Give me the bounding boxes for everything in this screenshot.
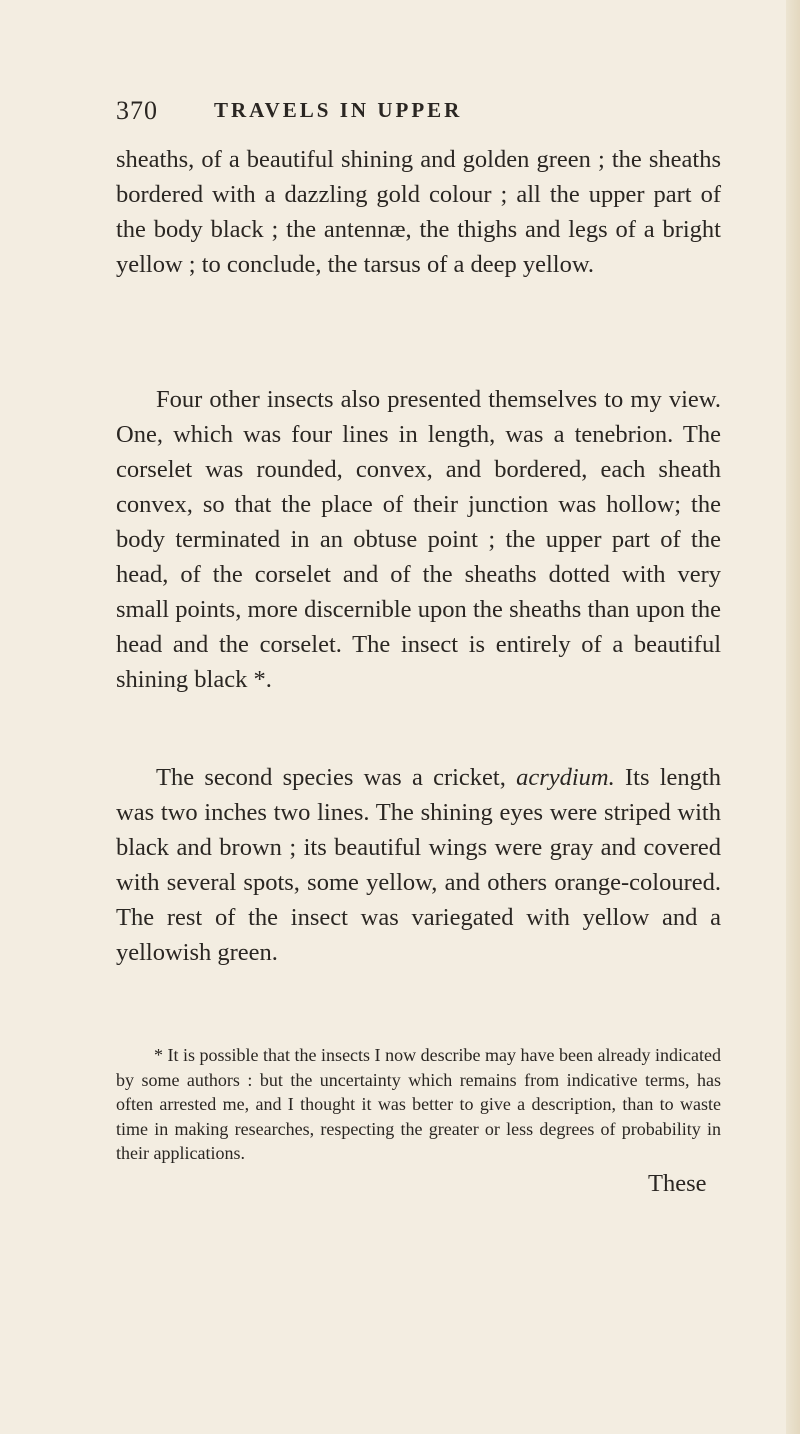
catchword: These xyxy=(648,1170,707,1197)
paragraph-2: Four other insects also presented themselves to my view. One, which was four lines in length, was a tenebrion. The corselet was rounded, convex, and bordered, each sheath convex, so that the place of their junction was hollow; the body terminated in an obtuse point ; the upper part of the head, of the corselet and of the sheaths dotted with very small points, more discernible upon the sheaths than upon the head and the corselet. The insect is entirely of a beautiful shining black *. xyxy=(116,386,721,693)
footnote: * It is possible that the insects I now describe may have been already indicated by some authors : but the uncertainty which remains from indicative terms, has often arrested me, and I thought it was better to give a description, than to waste time in making researches, respecting the greater or less degrees of probability in their applications. xyxy=(116,1045,721,1164)
page-edge xyxy=(786,0,800,1434)
paragraph-3-rest: Its length was two inches two lines. The shining eyes were striped with black and brown ; its beautiful wings were gray and covered with several spots, some yellow, and others orange-coloured. The rest of the insect was variegated with yellow and a yellowish green. xyxy=(116,764,721,966)
paragraph-3 xyxy=(116,760,721,970)
paragraph-1: sheaths, of a beautiful shining and golden green ; the sheaths bordered with a dazzling gold colour ; all the upper part of the body black ; the antennæ, the thighs and legs of a bright yellow ; to conclude, the tarsus of a deep yellow. xyxy=(116,146,721,278)
species-name: acrydium. xyxy=(516,764,615,791)
paragraph-3-start: The second species was a cricket, xyxy=(156,764,517,791)
page-number: 370 xyxy=(116,96,158,125)
running-head: TRAVELS IN UPPER xyxy=(214,98,463,122)
page-header xyxy=(116,96,676,130)
